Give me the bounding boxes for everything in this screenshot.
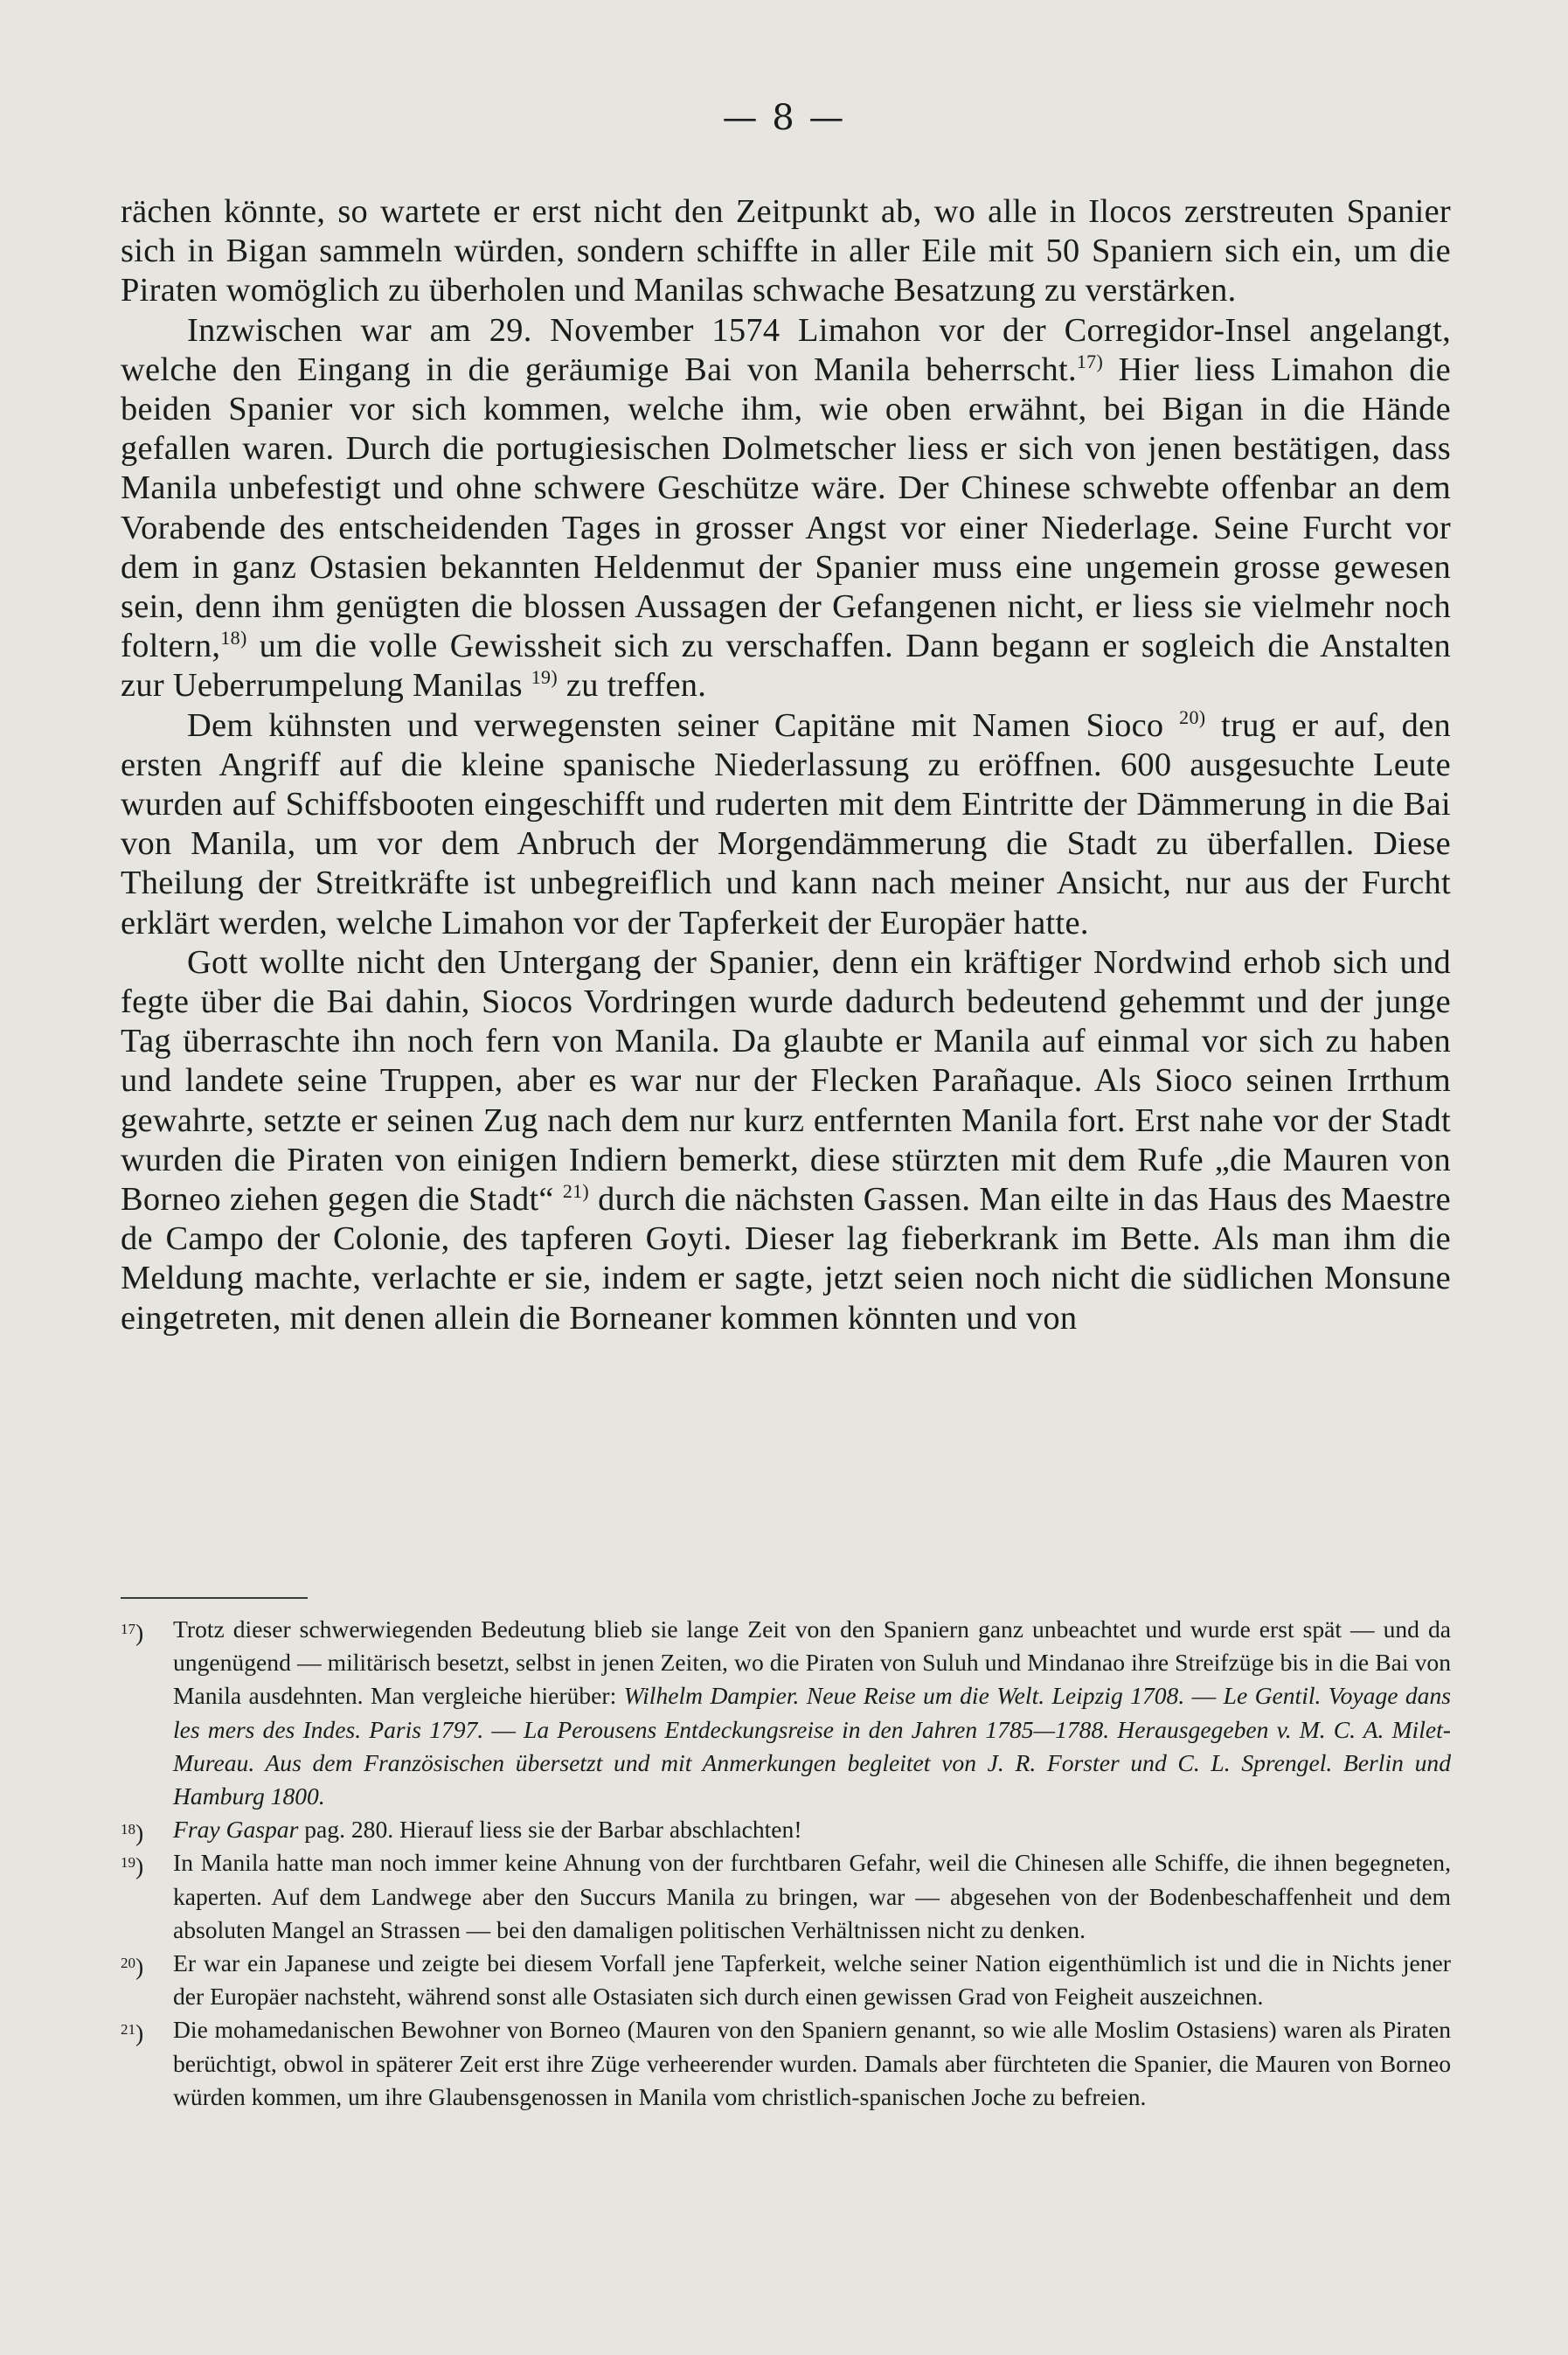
- footnote-reference: 18): [220, 627, 247, 650]
- footnote-text: In Manila hatte man noch immer keine Ahnung von der furchtbaren Gefahr, weil die Chinesen alle Schiffe, die ihnen begegneten, kaperten. Auf dem Landwege aber den Succurs Manila zu bringen, war — abgesehen von der Bodenbeschaffenheit und dem absoluten Mangel an Strassen — bei den damaligen politischen Verhältnissen nicht zu denken.: [173, 1849, 1451, 1943]
- text-run: Inzwischen war am 29. November 1574 Limahon vor der Corregidor-Insel angelangt, welche den Eingang in die geräumige Bai von Manila beherrscht.: [121, 311, 1451, 388]
- footnote: [121, 1947, 1451, 2013]
- footnote-reference: 20): [1179, 705, 1206, 728]
- footnote-text: —: [1184, 1682, 1224, 1710]
- footnote-text: pag. 280. Hierauf liess sie der Barbar abschlachten!: [298, 1816, 802, 1844]
- text-run: um die volle Gewissheit sich zu verschaffen. Dann begann er sogleich die Anstalten zur Ueberrumpelung Manilas: [121, 628, 1451, 705]
- footnote: [121, 1613, 1451, 1813]
- footnote-number-digits: 19: [121, 1854, 135, 1872]
- footnote-number: $^{18}$): [121, 1819, 144, 1847]
- text-run: rächen könnte, so wartete er erst nicht den Zeitpunkt ab, wo alle in Ilocos zerstreuten Spanier sich in Bigan sammeln würden, sondern schiffte in aller Eile mit 50 Spaniern sich ein, um die Piraten womöglich zu überholen und Manilas schwache Besatzung zu verstärken.: [121, 193, 1451, 309]
- footnote-citation: Wilhelm Dampier. Neue Reise um die Welt. Leipzig 1708.: [623, 1682, 1185, 1710]
- paragraph: [121, 192, 1451, 311]
- footnote-number-digits: 17: [121, 1621, 135, 1637]
- footnote-text: —: [483, 1715, 524, 1743]
- footnote-number-digits: 20: [121, 1955, 135, 1972]
- paragraph: [121, 311, 1451, 706]
- text-run: durch die nächsten Gassen. Man eilte in das Haus des Maestre de Campo der Colonie, des tapferen Goyti. Dieser lag fieberkrank im Bette. Als man ihm die Meldung machte, verlachte er sie, indem er sagte, jetzt seien noch nicht die südlichen Monsune eingetreten, mit denen allein die Borneaner kommen könnten und von: [121, 1181, 1451, 1337]
- footnote-reference: 21): [562, 1180, 590, 1203]
- footnote-number-digits: 21: [121, 2021, 135, 2039]
- footnote-reference: 17): [1076, 350, 1104, 372]
- main-text: [121, 192, 1451, 1338]
- footnote-separator: [121, 1597, 308, 1599]
- footnote-number-digits: 18: [121, 1821, 135, 1838]
- footnote-number: $^{17}$): [121, 1619, 144, 1646]
- footnote-citation: Fray Gaspar: [173, 1816, 299, 1844]
- footnote-number: $^{19}$): [121, 1852, 144, 1880]
- footnote-text: Er war ein Japanese und zeigte bei diesem Vorfall jene Tapferkeit, welche seiner Nation eigenthümlich ist und die in Nichts jener der Europäer nachsteht, während sonst alle Ostasiaten sich durch einen gewissen Grad von Feigheit auszeichnen.: [173, 1949, 1451, 2011]
- text-run: trug er auf, den ersten Angriff auf die kleine spanische Niederlassung zu eröffnen. 600 ausgesuchte Leute wurden auf Schiffsbooten eingeschifft und ruderten mit dem Eintritte der Dämmerung in die Bai von Manila, um vor dem Anbruch der Morgendämmerung die Stadt zu überfallen. Diese Theilung der Streitkräfte ist unbegreiflich und kann nach meiner Ansicht, nur aus der Furcht erklärt werden, welche Limahon vor der Tapferkeit der Europäer hatte.: [121, 706, 1452, 941]
- footnote: [121, 1846, 1451, 1947]
- text-run: zu treffen.: [557, 667, 707, 705]
- text-run: Dem kühnsten und verwegensten seiner Capitäne mit Namen Sioco: [187, 706, 1180, 744]
- footnotes: [121, 1613, 1451, 2114]
- footnote-reference: 19): [531, 666, 558, 689]
- text-run: Gott wollte nicht den Untergang der Spanier, denn ein kräftiger Nordwind erhob sich und fegte über die Bai dahin, Siocos Vordringen wurde dadurch bedeutend gehemmt und der junge Tag überraschte ihn noch fern von Manila. Da glaubte er Manila auf einmal vor sich zu haben und landete seine Truppen, aber es war nur der Flecken Parañaque. Als Sioco seinen Irrthum gewahrte, setzte er seinen Zug nach dem nur kurz entfernten Manila fort. Erst nahe vor der Stadt wurden die Piraten von einigen Indiern bemerkt, diese stürzten mit dem Rufe „die Mauren von Borneo ziehen gegen die Stadt“: [121, 943, 1451, 1219]
- footnote-citation: Le Gentil. Voyage dans les mers des Indes. Paris 1797.: [173, 1682, 1452, 1743]
- paragraph: [121, 706, 1451, 943]
- footnote-citation: La Perousens Entdeckungsreise in den Jahren 1785—1788. Herausgegeben v. M. C. A. Milet-Mureau. Aus dem Französischen übersetzt und mit Anmerkungen begleitet von J. R. Forster und C. L. Sprengel. Berlin und Hamburg 1800.: [173, 1715, 1451, 1810]
- footnote-number: $^{20}$): [121, 1953, 144, 1981]
- footnote-text: Die mohamedanischen Bewohner von Borneo (Mauren von den Spaniern genannt, so wie alle Moslim Ostasiens) waren als Piraten berüchtigt, obwol in späterer Zeit erst ihre Züge verheerender wurden. Damals aber fürchteten die Spanier, die Mauren von Borneo würden kommen, um ihre Glaubensgenossen in Manila vom christlich-spanischen Joche zu befreien.: [173, 2016, 1451, 2110]
- footnote: [121, 1813, 1451, 1846]
- page-number: — 8 —: [722, 98, 846, 138]
- footnote-number: $^{21}$): [121, 2019, 144, 2047]
- footnote: [121, 2013, 1451, 2114]
- footnote-text: Trotz dieser schwerwiegenden Bedeutung blieb sie lange Zeit von den Spaniern ganz unbeachtet und wurde erst spät — und da ungenügend — militärisch besetzt, selbst in jenen Zeiten, wo die Piraten von Suluh und Mindanao ihre Streifzüge bis in die Bai von Manila ausdehnten. Man vergleiche hierüber:: [173, 1615, 1451, 1710]
- text-run: Hier liess Limahon die beiden Spanier vor sich kommen, welche ihm, wie oben erwähnt, bei Bigan in die Hände gefallen waren. Durch die portugiesischen Dolmetscher liess er sich von jenen bestätigen, dass Manila unbefestigt und ohne schwere Geschütze wäre. Der Chinese schwebte offenbar an dem Vorabende des entscheidenden Tages in grosser Angst vor einer Niederlage. Seine Furcht vor dem in ganz Ostasien bekannten Heldenmut der Spanier muss eine ungemein grosse gewesen sein, denn ihm genügten die blossen Aussagen der Gefangenen nicht, er liess sie vielmehr noch foltern,: [121, 351, 1452, 665]
- paragraph: [121, 943, 1451, 1338]
